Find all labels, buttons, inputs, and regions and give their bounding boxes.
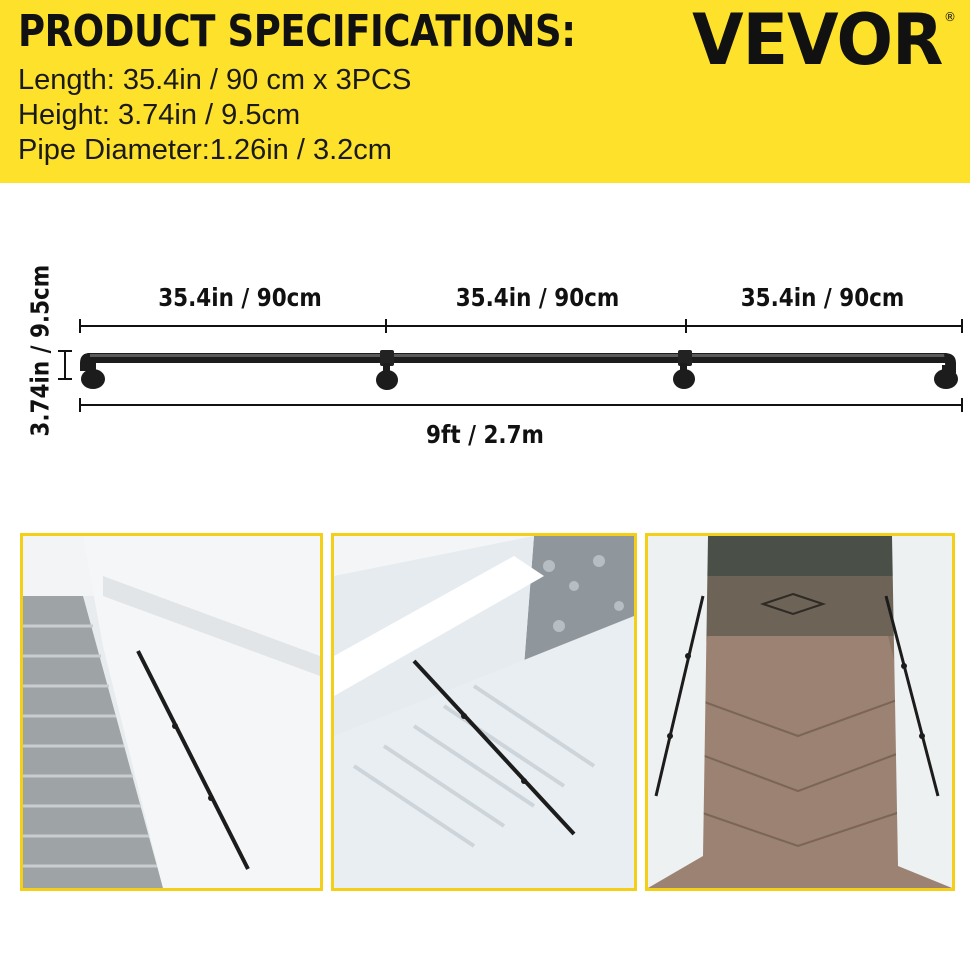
staircase-photo <box>20 533 323 891</box>
segment-label-2: 35.4in / 90cm <box>455 283 620 312</box>
switchback-stairs-image <box>334 536 634 888</box>
total-dimension-line <box>80 398 962 412</box>
spec-height: Height: 3.74in / 9.5cm <box>18 99 301 131</box>
height-dimension <box>58 351 72 379</box>
segment-label-1: 35.4in / 90cm <box>158 283 322 312</box>
staircase-image <box>23 536 320 888</box>
ramp-corridor-photo <box>645 533 955 891</box>
total-length-label: 9ft / 2.7m <box>426 420 544 449</box>
segment-label-3: 35.4in / 90cm <box>740 283 905 312</box>
spec-diameter: Pipe Diameter:1.26in / 3.2cm <box>18 134 392 166</box>
height-label: 3.74in / 9.5cm <box>25 264 55 437</box>
spec-length: Length: 35.4in / 90 cm x 3PCS <box>18 64 412 96</box>
dimension-diagram <box>0 183 970 513</box>
segment-dimension-lines <box>80 319 962 333</box>
switchback-stairs-photo <box>331 533 637 891</box>
wall-brackets <box>81 363 958 390</box>
handrail-pipe <box>80 350 956 373</box>
spec-banner <box>0 0 970 183</box>
registered-mark: ® <box>944 10 956 24</box>
handrail-drawing <box>0 183 970 513</box>
banner-title: PRODUCT SPECIFICATIONS: <box>18 6 576 57</box>
ramp-corridor-image <box>648 536 952 888</box>
brand-logo: VEVOR <box>691 0 942 81</box>
